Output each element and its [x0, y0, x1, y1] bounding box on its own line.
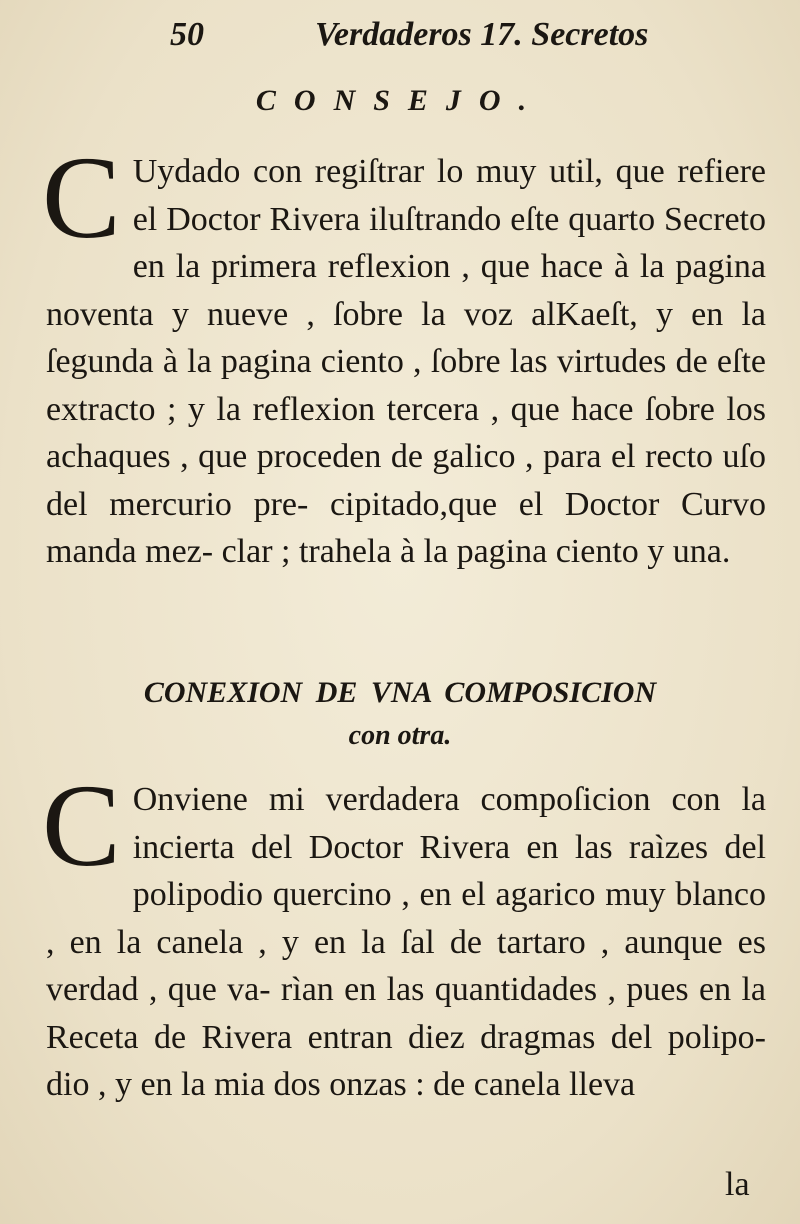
- paragraph-text: Onviene mi verdadera compoſicion con la incierta del Doctor Rivera en las raìzes del polipodio quercino , en el agarico muy blanco , en la canela , y en la ſal de tartaro , aunque es verdad , que va- rìan en las quantidades , pues en la Receta de Rivera entran diez dragmas del polipo- dio , y en la mia dos onzas : de canela lleva: [46, 781, 766, 1103]
- section-subheading: con otra.: [348, 720, 452, 751]
- drop-cap: C: [42, 760, 121, 891]
- running-title: Verdaderos 17. Secretos: [315, 16, 649, 53]
- section-title-consejo: CONSEJO.: [255, 84, 545, 117]
- section-heading-conexion: CONEXION DE VNA COMPOSICION: [143, 676, 657, 709]
- catchword: la: [725, 1166, 750, 1203]
- page-header: [150, 14, 780, 62]
- paragraph-conexion: [42, 760, 766, 1109]
- paragraph-consejo: [42, 132, 766, 576]
- drop-cap: C: [42, 132, 121, 263]
- paragraph-text: Uydado con regiſtrar lo muy util, que refiere el Doctor Rivera iluſtrando eſte quarto Secreto en la primera reflexion , que hace à la pagina noventa y nueve , ſobre la voz alKaeſt, y en la ſegunda à la pagina ciento , ſobre las virtudes de eſte extracto ; y la reflexion tercera , que hace ſobre los achaques , que proceden de galico , para el recto uſo del mercurio pre- cipitado,que el Doctor Curvo manda mez- clar ; trahela à la pagina ciento y una.: [46, 153, 766, 570]
- page-number: 50: [170, 16, 204, 53]
